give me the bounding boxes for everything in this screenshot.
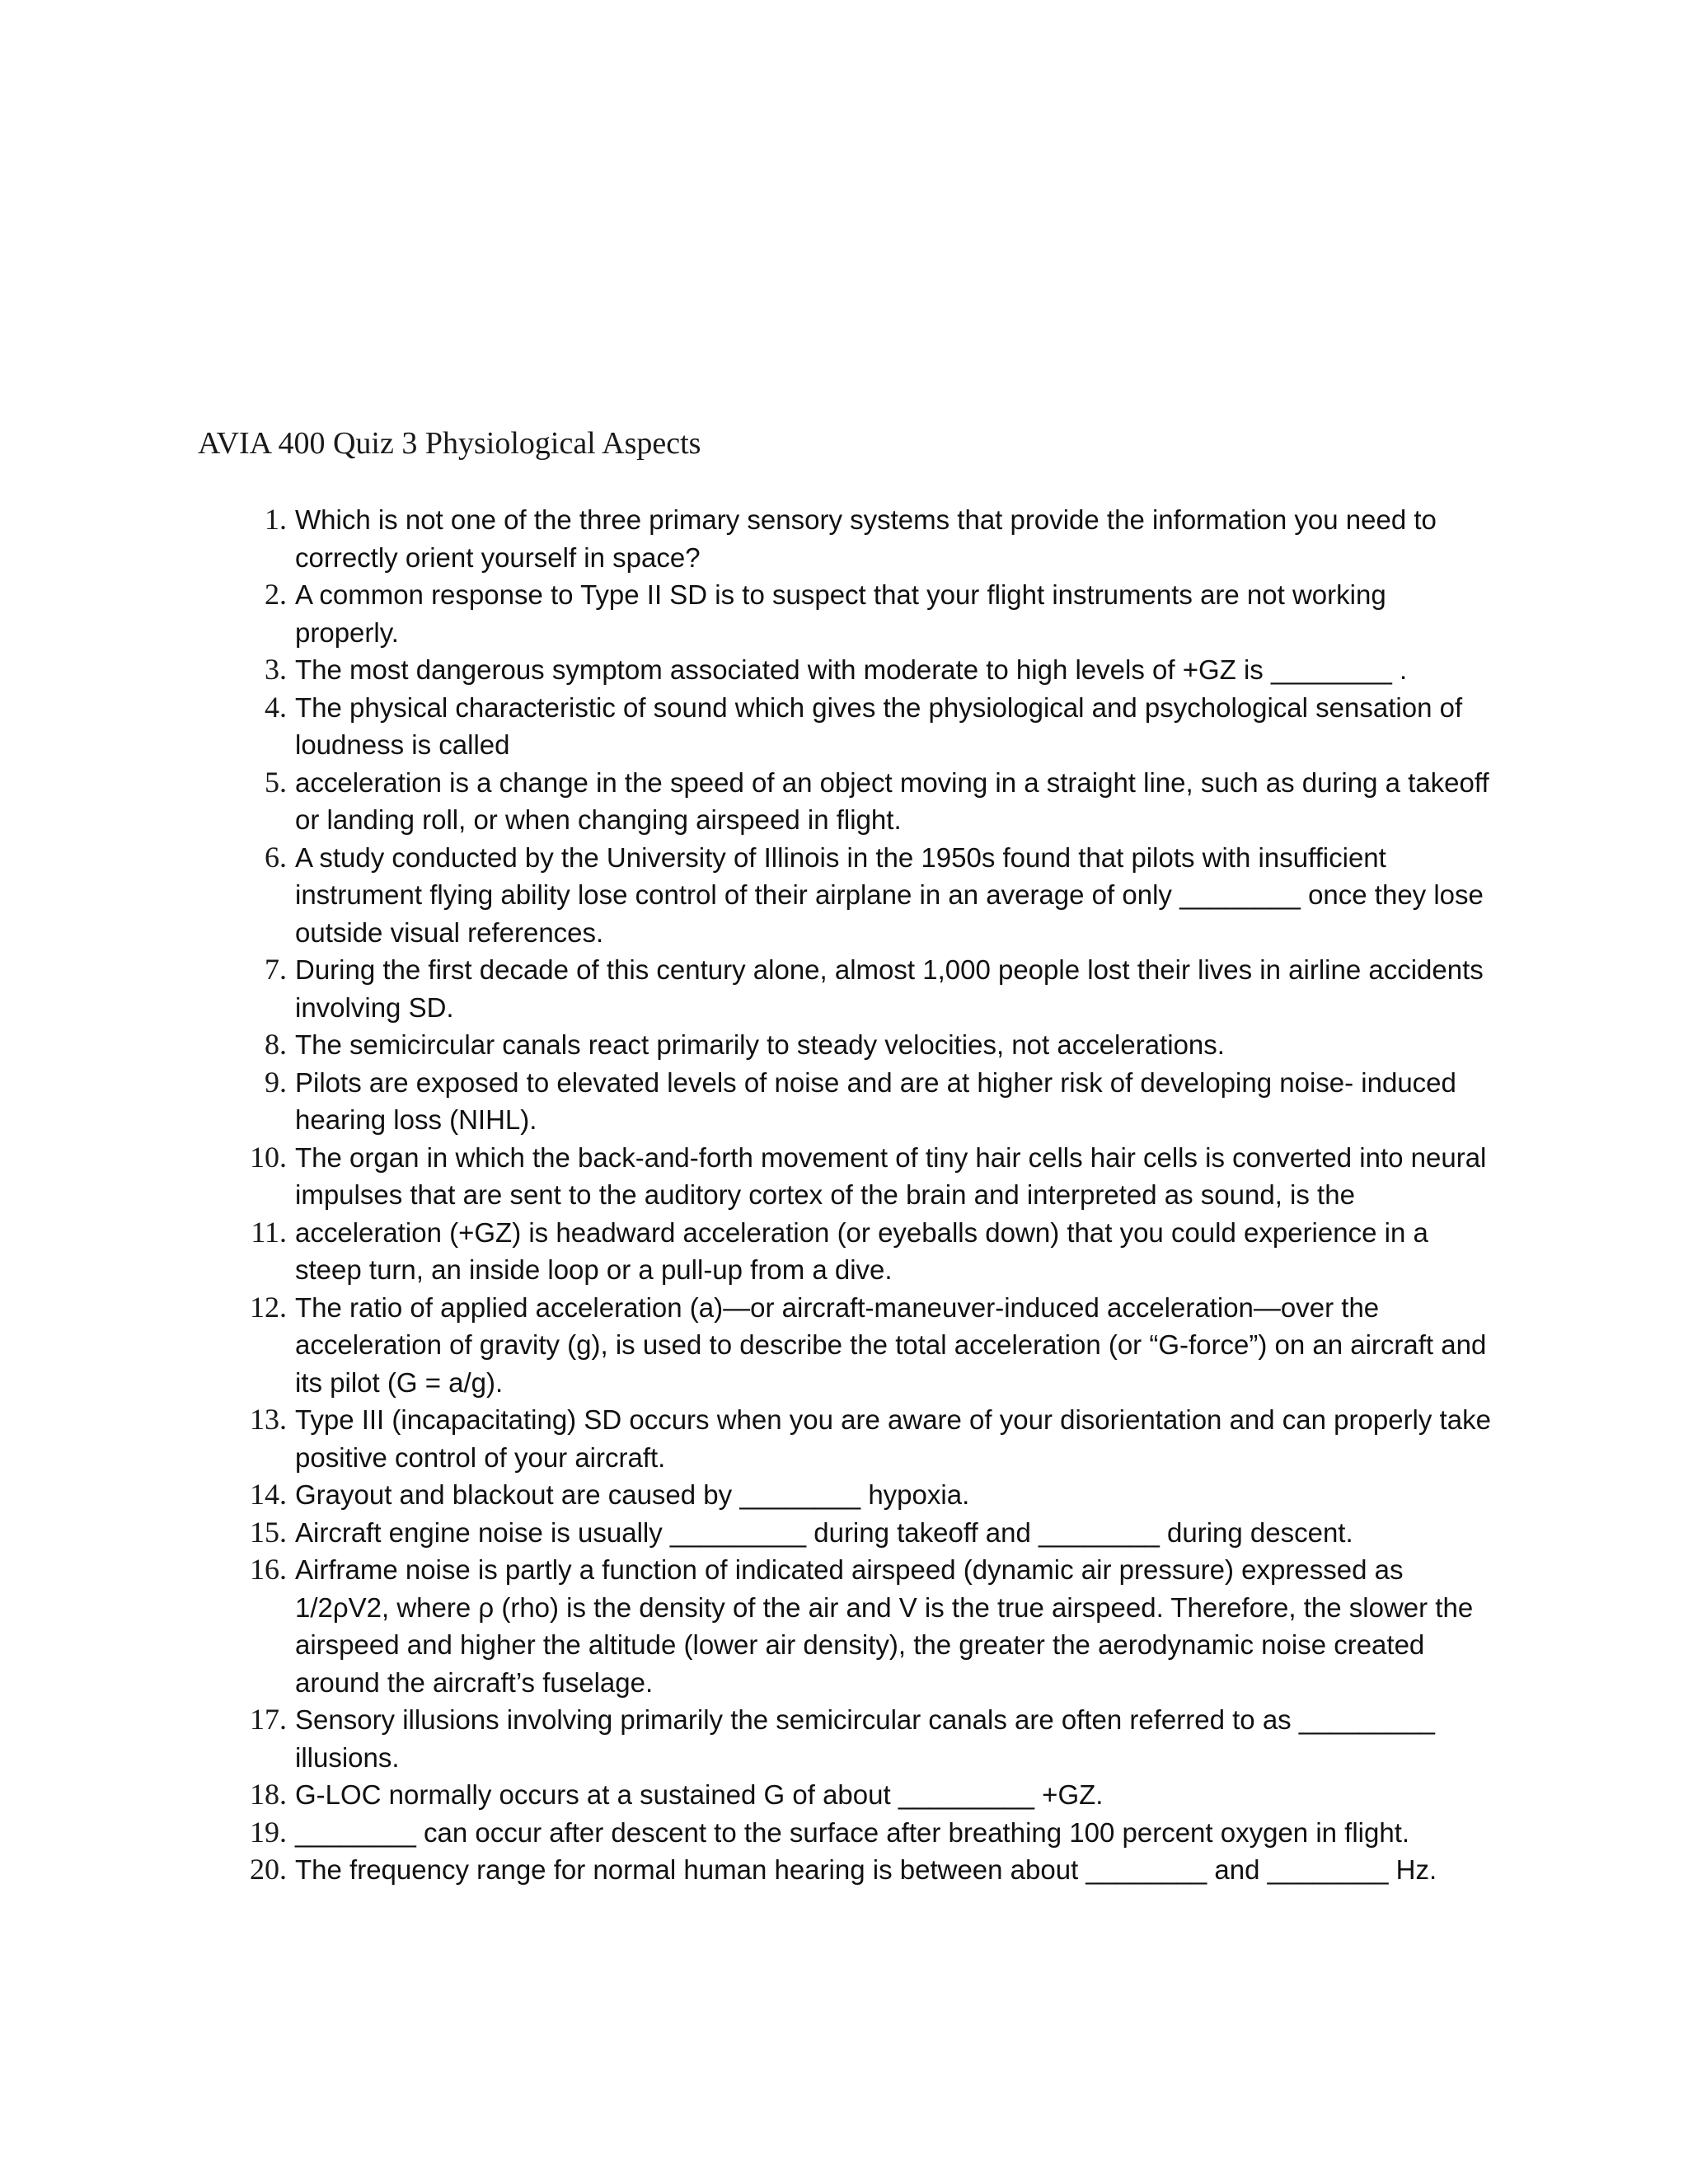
question-item-6 [239,839,1492,952]
question-text: Type III (incapacitating) SD occurs when you are aware of your disorientation and can properly take positive control of your aircraft. [295,1404,1491,1473]
question-item-4 [239,689,1492,764]
question-item-12 [239,1289,1492,1402]
question-item-9 [239,1064,1492,1139]
question-text: Grayout and blackout are caused by ________ hypoxia. [295,1479,970,1510]
question-item-13 [239,1401,1492,1476]
question-number: 11. [251,1215,287,1249]
question-text: Sensory illusions involving primarily the semicircular canals are often referred to as _________ illusions. [295,1704,1436,1773]
question-number: 4. [265,690,287,724]
question-number: 14. [250,1478,287,1511]
question-text: The semicircular canals react primarily to steady velocities, not accelerations. [295,1029,1225,1060]
question-text: The physical characteristic of sound which gives the physiological and psychological sensation of loudness is called [295,691,1463,760]
question-text: Airframe noise is partly a function of indicated airspeed (dynamic air pressure) expressed as 1/2ρV2, where ρ (rho) is the density of the air and V is the true airspeed. Therefore, the slower the airspeed and higher the altitude (lower air density), the greater the aerodynamic noise created around the aircraft’s fuselage. [295,1554,1474,1698]
question-text: Aircraft engine noise is usually _________ during takeoff and ________ during descent. [295,1516,1353,1548]
question-item-15 [239,1514,1492,1552]
question-item-19 [239,1814,1492,1852]
question-number: 20. [250,1853,287,1886]
question-text: The frequency range for normal human hearing is between about ________ and ________ Hz. [295,1854,1437,1885]
question-text: acceleration (+GZ) is headward acceleration (or eyeballs down) that you could experience in a steep turn, an inside loop or a pull-up from a dive. [295,1216,1428,1285]
question-number: 16. [250,1553,287,1586]
question-number: 15. [250,1515,287,1549]
question-number: 17. [250,1703,287,1736]
question-number: 18. [250,1778,287,1811]
question-item-14 [239,1476,1492,1514]
question-item-16 [239,1551,1492,1701]
question-number: 7. [265,953,287,986]
question-item-11 [239,1214,1492,1289]
question-item-17 [239,1701,1492,1776]
question-text: acceleration is a change in the speed of an object moving in a straight line, such as during a takeoff or landing roll, or when changing airspeed in flight. [295,766,1489,835]
question-text: ________ can occur after descent to the surface after breathing 100 percent oxygen in flight. [295,1816,1410,1848]
question-item-1 [239,501,1492,576]
question-item-8 [239,1026,1492,1064]
question-number: 2. [265,578,287,611]
question-number: 5. [265,765,287,799]
question-number: 19. [250,1815,287,1849]
question-text: The organ in which the back-and-forth movement of tiny hair cells hair cells is converted into neural impulses that are sent to the auditory cortex of the brain and interpreted as sound, is the [295,1141,1487,1210]
question-item-20 [239,1851,1492,1889]
question-text: The most dangerous symptom associated with moderate to high levels of +GZ is ________ . [295,654,1408,685]
page-title: AVIA 400 Quiz 3 Physiological Aspects [198,426,701,461]
question-item-5 [239,764,1492,839]
question-number: 9. [265,1065,287,1099]
question-text: A common response to Type II SD is to suspect that your flight instruments are not working properly. [295,579,1386,648]
question-number: 1. [265,503,287,536]
question-number: 10. [250,1140,287,1174]
question-item-7 [239,951,1492,1026]
question-number: 6. [265,840,287,874]
question-number: 8. [265,1028,287,1061]
question-text: Pilots are exposed to elevated levels of noise and are at higher risk of developing noise- induced hearing loss (NIHL). [295,1066,1456,1135]
question-list [239,501,1492,1889]
question-text: During the first decade of this century alone, almost 1,000 people lost their lives in airline accidents involving SD. [295,954,1484,1023]
question-item-18 [239,1776,1492,1814]
question-item-2 [239,576,1492,651]
question-item-10 [239,1139,1492,1214]
question-item-3 [239,651,1492,689]
question-text: The ratio of applied acceleration (a)—or aircraft-maneuver-induced acceleration—over the acceleration of gravity (g), is used to describe the total acceleration (or “G-force”) on an aircraft and its pilot (G = a/g). [295,1291,1487,1398]
question-number: 3. [265,653,287,686]
question-number: 13. [250,1403,287,1436]
question-number: 12. [250,1290,287,1324]
question-text: G-LOC normally occurs at a sustained G of about _________ +GZ. [295,1779,1104,1810]
question-text: A study conducted by the University of Illinois in the 1950s found that pilots with insufficient instrument flying ability lose control of their airplane in an average of only ________ once they lose outside visual references. [295,841,1484,948]
question-text: Which is not one of the three primary sensory systems that provide the information you need to correctly orient yourself in space? [295,504,1437,573]
